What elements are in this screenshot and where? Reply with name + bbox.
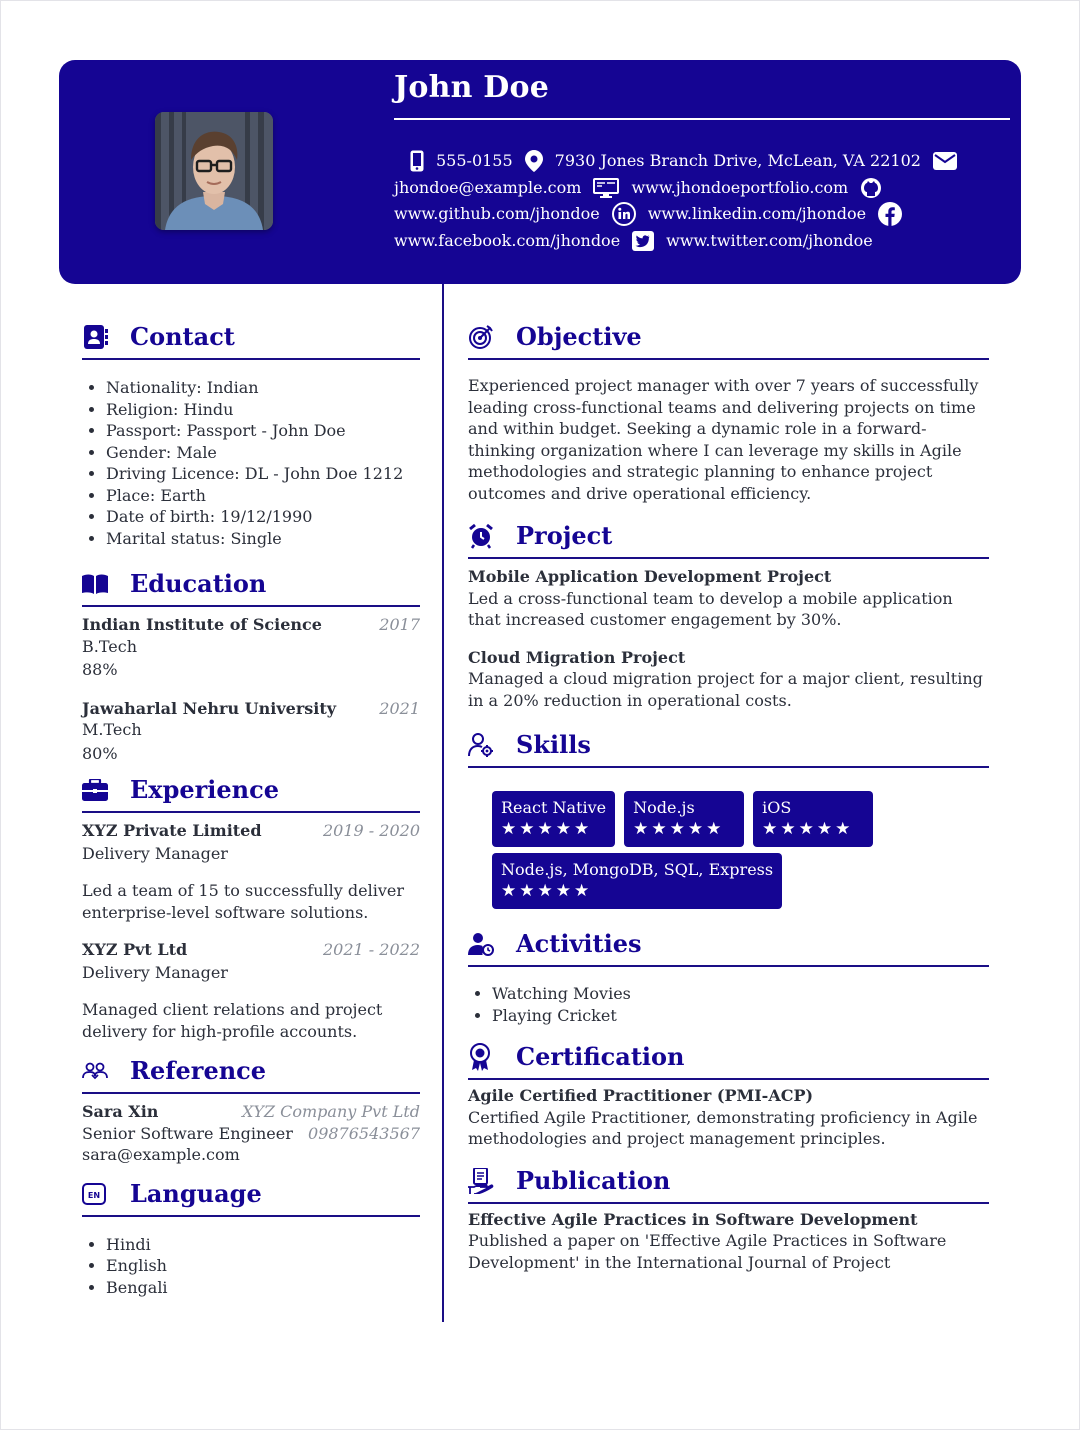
twitter-icon xyxy=(632,231,654,251)
publication-title: Publication xyxy=(516,1165,671,1195)
list-item: • Gender: Male xyxy=(106,442,420,464)
contact-line-4 xyxy=(394,228,994,255)
certification-name: Agile Certified Practitioner (PMI-ACP) xyxy=(468,1086,814,1105)
list-item: • Watching Movies xyxy=(492,983,989,1005)
certification-title: Certification xyxy=(516,1042,685,1071)
profile-photo xyxy=(155,112,273,230)
publication-description: Published a paper on 'Effective Agile Practices in Software Development' in the International Journal of Project xyxy=(468,1231,947,1272)
skill-name: React Native xyxy=(501,798,607,817)
language-title: Language xyxy=(130,1178,262,1208)
project-entry xyxy=(468,566,989,631)
award-icon xyxy=(468,1042,504,1072)
reference-header xyxy=(82,1056,420,1094)
project-header xyxy=(468,521,989,559)
degree: M.Tech xyxy=(82,720,142,739)
email-text[interactable]: jhondoe@example.com xyxy=(394,177,582,197)
contact-line-2 xyxy=(394,175,994,202)
linkedin-link[interactable]: www.linkedin.com/jhondoe xyxy=(647,204,867,223)
education-entry xyxy=(82,698,420,765)
portfolio-link[interactable]: www.jhondoeportfolio.com xyxy=(631,177,849,197)
reference-email[interactable]: sara@example.com xyxy=(82,1145,240,1164)
education-section xyxy=(82,569,420,764)
project-description: Led a cross-functional team to develop a mobile application that increased customer engagement by 30%. xyxy=(468,588,953,629)
company-name: XYZ Private Limited xyxy=(82,821,262,840)
project-description: Managed a cloud migration project for a major client, resulting in a 20% reduction in operational costs. xyxy=(468,669,983,710)
name-divider xyxy=(394,118,1010,120)
user-clock-icon xyxy=(468,929,504,959)
address-book-icon xyxy=(82,322,118,352)
language-list xyxy=(82,1234,420,1299)
skill-name: iOS xyxy=(762,798,792,817)
list-item: • Passport: Passport - John Doe xyxy=(106,420,420,442)
education-year: 2017 xyxy=(379,615,420,634)
list-item: • Place: Earth xyxy=(106,485,420,507)
reference-phone: 09876543567 xyxy=(308,1123,420,1143)
objective-section xyxy=(468,322,989,504)
language-section xyxy=(82,1179,420,1299)
skill-rating-stars: ★★★★★ xyxy=(501,881,593,901)
contact-section xyxy=(82,322,420,549)
experience-entry xyxy=(82,939,420,1042)
reference-title: Reference xyxy=(130,1056,267,1085)
list-item: • Playing Cricket xyxy=(492,1005,989,1027)
skills-header xyxy=(468,730,989,768)
skill-rating-stars: ★★★★★ xyxy=(762,819,854,839)
project-name: Mobile Application Development Project xyxy=(468,567,832,586)
language-header xyxy=(82,1179,420,1217)
github-icon xyxy=(860,177,882,199)
activities-title: Activities xyxy=(516,929,642,958)
document-hand-icon xyxy=(468,1166,504,1196)
job-role: Delivery Manager xyxy=(82,843,228,863)
list-item: • Religion: Hindu xyxy=(106,399,420,421)
experience-title: Experience xyxy=(130,775,280,804)
objective-header xyxy=(468,322,989,360)
skills-title: Skills xyxy=(516,730,591,759)
reference-name: Sara Xin xyxy=(82,1102,159,1121)
list-item: • Bengali xyxy=(106,1277,420,1299)
header-contact-info xyxy=(394,148,994,254)
candidate-name: John Doe xyxy=(394,70,549,105)
list-item: • Marital status: Single xyxy=(106,528,420,550)
education-title: Education xyxy=(130,569,267,598)
skill-chip xyxy=(492,853,782,909)
activities-header xyxy=(468,929,989,967)
certification-header xyxy=(468,1042,989,1080)
address-text: 7930 Jones Branch Drive, McLean, VA 22102 xyxy=(554,151,921,170)
skill-chip xyxy=(753,791,873,847)
contact-title: Contact xyxy=(130,322,235,351)
project-entry xyxy=(468,647,989,712)
objective-text: Experienced project manager with over 7 years of successfully leading cross-functional teams and delivering projects on time and within budget. Seeking a dynamic role in a forward-thinking organization where I can leverage my skills in Agile methodologies and strategic planning to enhance project outcomes and drive operational efficiency. xyxy=(468,376,979,503)
right-column xyxy=(468,322,989,1273)
skill-rating-stars: ★★★★★ xyxy=(633,819,725,839)
school-name: Indian Institute of Science xyxy=(82,615,322,634)
certification-section xyxy=(468,1042,989,1150)
people-icon xyxy=(82,1056,118,1086)
left-column xyxy=(82,322,420,1298)
job-role: Delivery Manager xyxy=(82,962,228,982)
job-description: Led a team of 15 to successfully deliver enterprise-level software solutions. xyxy=(82,881,404,922)
skills-chips xyxy=(468,791,989,909)
resume-header xyxy=(59,60,1021,284)
user-gear-icon xyxy=(468,730,504,760)
location-pin-icon xyxy=(525,150,543,172)
list-item: • Hindi xyxy=(106,1234,420,1256)
facebook-icon xyxy=(878,202,902,226)
reference-position: Senior Software Engineer xyxy=(82,1123,293,1143)
contact-list xyxy=(82,377,420,549)
twitter-link[interactable]: www.twitter.com/jhondoe xyxy=(666,230,873,250)
list-item: • Date of birth: 19/12/1990 xyxy=(106,506,420,528)
linkedin-icon xyxy=(612,202,636,226)
phone-icon xyxy=(410,150,424,172)
reference-entry xyxy=(82,1101,420,1166)
contact-line-3 xyxy=(394,201,994,228)
monitor-icon xyxy=(593,178,619,198)
company-name: XYZ Pvt Ltd xyxy=(82,940,188,959)
experience-header xyxy=(82,775,420,813)
facebook-link[interactable]: www.facebook.com/jhondoe xyxy=(394,230,621,250)
github-link[interactable]: www.github.com/jhondoe xyxy=(394,204,600,223)
alarm-clock-icon xyxy=(468,521,504,551)
column-divider xyxy=(442,284,444,1322)
skill-name: Node.js, MongoDB, SQL, Express xyxy=(501,860,774,879)
open-book-icon xyxy=(82,569,118,599)
education-year: 2021 xyxy=(379,698,420,718)
project-title: Project xyxy=(516,521,613,550)
school-name: Jawaharlal Nehru University xyxy=(82,698,337,718)
skill-rating-stars: ★★★★★ xyxy=(501,819,593,839)
list-item: • Driving Licence: DL - John Doe 1212 xyxy=(106,463,420,485)
reference-company: XYZ Company Pvt Ltd xyxy=(241,1102,420,1121)
job-description: Managed client relations and project delivery for high-profile accounts. xyxy=(82,1000,383,1041)
list-item: • English xyxy=(106,1255,420,1277)
skills-section xyxy=(468,730,989,909)
experience-section xyxy=(82,775,420,1042)
certification-description: Certified Agile Practitioner, demonstrating proficiency in Agile methodologies and project management principles. xyxy=(468,1107,978,1148)
svg-text:EN: EN xyxy=(87,1190,101,1200)
skill-chip xyxy=(624,791,744,847)
objective-title: Objective xyxy=(516,322,642,351)
experience-entry xyxy=(82,820,420,923)
publication-name: Effective Agile Practices in Software Development xyxy=(468,1209,918,1229)
experience-period: 2021 - 2022 xyxy=(322,940,420,959)
experience-period: 2019 - 2020 xyxy=(322,821,420,840)
contact-line-1 xyxy=(394,148,994,175)
activities-section xyxy=(468,929,989,1026)
briefcase-icon xyxy=(82,775,118,805)
phone-text[interactable]: 555-0155 xyxy=(436,151,513,170)
education-header xyxy=(82,569,420,607)
activities-list xyxy=(468,983,989,1026)
envelope-icon xyxy=(933,152,957,170)
project-name: Cloud Migration Project xyxy=(468,647,686,667)
publication-entry xyxy=(468,1209,989,1274)
contact-header xyxy=(82,322,420,360)
education-entry xyxy=(82,614,420,681)
publication-section xyxy=(468,1166,989,1274)
skill-name: Node.js xyxy=(633,798,695,817)
certification-entry xyxy=(468,1085,989,1150)
reference-section xyxy=(82,1056,420,1166)
publication-header xyxy=(468,1166,989,1204)
degree: B.Tech xyxy=(82,636,138,656)
list-item: • Nationality: Indian xyxy=(106,377,420,399)
target-icon xyxy=(468,322,504,352)
score: 88% xyxy=(82,660,118,679)
score: 80% xyxy=(82,743,118,763)
skill-chip xyxy=(492,791,615,847)
project-section xyxy=(468,521,989,711)
language-icon xyxy=(82,1179,118,1209)
